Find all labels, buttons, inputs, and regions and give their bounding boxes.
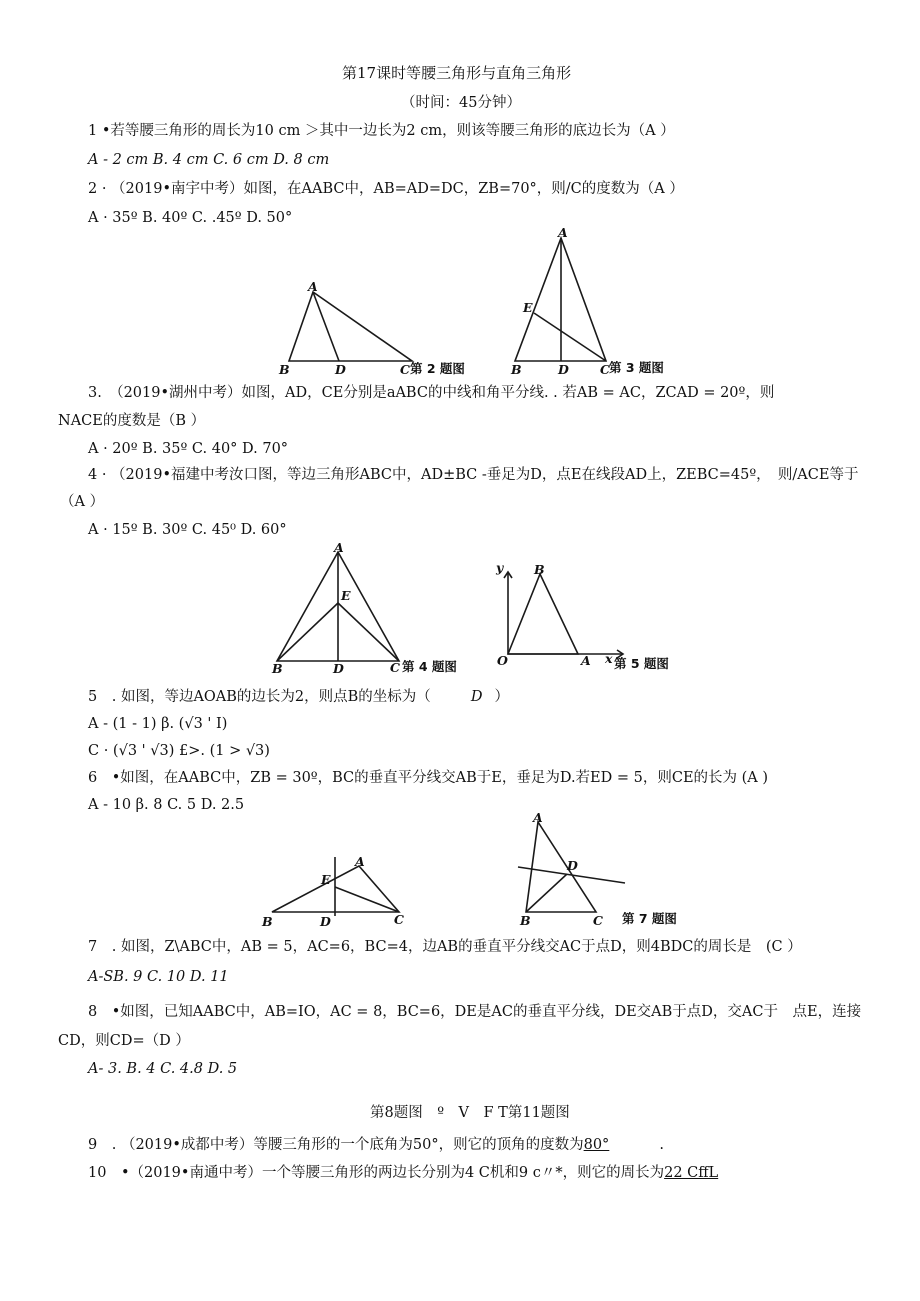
- figure-q7: [510, 812, 690, 932]
- q9-answer: 80°: [583, 1137, 610, 1153]
- label-b: B: [262, 914, 273, 929]
- q6-stem: 6 •如图，在AABC中，ZB = 30º，BC的垂直平分线交AB于E，垂足为D.若ED = 5，则CE的长为 (A ): [88, 770, 769, 786]
- q2-stem: 2 · （2019•南宇中考）如图，在AABC中，AB=AD=DC，ZB=70°，则/C的度数为（A ）: [88, 181, 684, 197]
- q5-stem-text: 5 . 如图，等边AOAB的边长为2，则点B的坐标为（: [88, 689, 431, 705]
- page-title: 第17课时等腰三角形与直角三角形: [342, 64, 572, 82]
- q4-stem-line2: （A ）: [60, 494, 105, 510]
- figure-caption: 第 7 题图: [622, 911, 677, 926]
- figure-caption: 第 3 题图: [609, 360, 664, 375]
- label-a: A: [308, 279, 318, 294]
- q5-stem: [88, 687, 509, 707]
- q8-stem-line2: CD，则CD=（D ）: [58, 1033, 190, 1049]
- time-limit: （时间：45分钟）: [401, 95, 521, 111]
- figure-caption-row: 第8题图 º V F T第11题图: [370, 1105, 570, 1121]
- q3-stem-line2: NACE的度数是（B ）: [58, 413, 206, 429]
- label-d: D: [558, 362, 569, 377]
- q3-stem-line1: 3. （2019•湖州中考）如图，AD，CE分别是aABC的中线和角平分线. . 若AB = AC，ZCAD = 20º，则: [88, 385, 775, 401]
- figure-q4: [268, 540, 473, 676]
- q6-options: A - 10 β. 8 C. 5 D. 2.5: [88, 797, 245, 813]
- figure-q2: [276, 279, 506, 378]
- label-b: B: [511, 362, 522, 377]
- label-d: D: [320, 914, 331, 929]
- q5-close: ）: [494, 689, 509, 705]
- figure-caption: 第 4 题图: [402, 659, 457, 674]
- label-d: D: [335, 362, 346, 377]
- segment-ad: [313, 292, 339, 361]
- label-c: C: [600, 362, 610, 377]
- q7-options: A-SB. 9 C. 10 D. 11: [88, 969, 229, 985]
- label-e: E: [321, 872, 331, 887]
- q10-answer: 22 CffL: [664, 1165, 719, 1181]
- label-d: D: [567, 858, 578, 873]
- label-c: C: [400, 362, 410, 377]
- label-y: y: [496, 560, 504, 575]
- q4-stem-line1: 4 · （2019•福建中考汝口图，等边三角形ABC中，AD±BC -垂足为D，点E在线段AD上，ZEBC=45º， 则/ACE等于: [88, 467, 859, 483]
- segment-ce: [335, 887, 399, 912]
- q4-options: A · 15º B. 30º C. 45⁰ D. 60°: [88, 522, 287, 538]
- q9-end: .: [659, 1137, 664, 1153]
- q9-stem: [88, 1135, 664, 1155]
- label-e: E: [341, 588, 351, 603]
- label-b: B: [534, 562, 545, 577]
- segment-ce: [534, 313, 606, 361]
- label-a: A: [558, 225, 568, 240]
- label-e: E: [523, 300, 533, 315]
- q5-options-ab: A - (1 - 1) β. (√3 ' I): [88, 716, 228, 732]
- q5-options-cd: C · (√3 ' √3) £>. (1 > √3): [88, 743, 270, 759]
- triangle-abc: [526, 822, 596, 912]
- label-a: A: [355, 854, 365, 869]
- triangle-abc: [289, 292, 412, 361]
- segment-be: [277, 603, 338, 661]
- label-a: A: [334, 540, 344, 555]
- figure-q3: [503, 226, 703, 378]
- q2-options: A · 35º B. 40º C. .45º D. 50°: [88, 210, 293, 226]
- label-b: B: [272, 661, 283, 676]
- q10-stem: [88, 1163, 718, 1183]
- label-d: D: [333, 661, 344, 676]
- segment-ce: [338, 603, 399, 661]
- figure-q5: [490, 562, 715, 674]
- triangle-oab: [508, 574, 578, 654]
- figure-caption: 第 2 题图: [410, 361, 465, 376]
- q1-stem: 1 •若等腰三角形的周长为10 cm ＞其中一边长为2 cm，则该等腰三角形的底边长为（A ）: [88, 123, 675, 139]
- q8-options: A- 3. B. 4 C. 4.8 D. 5: [88, 1061, 238, 1077]
- q5-answer: D: [470, 689, 483, 705]
- label-b: B: [279, 362, 290, 377]
- label-a: A: [533, 810, 543, 825]
- label-c: C: [390, 660, 400, 675]
- q1-options: A - 2 cm B. 4 cm C. 6 cm D. 8 cm: [88, 152, 330, 168]
- label-x: x: [605, 651, 613, 666]
- q10-stem-text: 10 •（2019•南通中考）一个等腰三角形的两边长分别为4 C机和9 c〃*，则它的周长为: [88, 1165, 665, 1181]
- label-c: C: [593, 913, 603, 928]
- q7-stem: 7 . 如图，Z\ABC中，AB = 5，AC=6，BC=4，边AB的垂直平分线交AC于点D，则4BDC的周长是 (C ）: [88, 939, 802, 955]
- q9-stem-text: 9 . （2019•成都中考）等腰三角形的一个底角为50°，则它的顶角的度数为: [88, 1137, 584, 1153]
- figure-caption: 第 5 题图: [614, 656, 669, 671]
- label-b: B: [520, 913, 531, 928]
- label-a: A: [581, 653, 591, 668]
- figure-q6: [258, 856, 408, 932]
- label-o: O: [497, 653, 508, 668]
- segment-bd: [526, 874, 567, 912]
- q3-options: A · 20º B. 35º C. 40° D. 70°: [88, 441, 289, 457]
- q8-stem-line1: 8 •如图，已知AABC中，AB=IO，AC = 8，BC=6，DE是AC的垂直平分线，DE交AB于点D，交AC于 点E，连接: [88, 1004, 862, 1020]
- label-c: C: [394, 912, 404, 927]
